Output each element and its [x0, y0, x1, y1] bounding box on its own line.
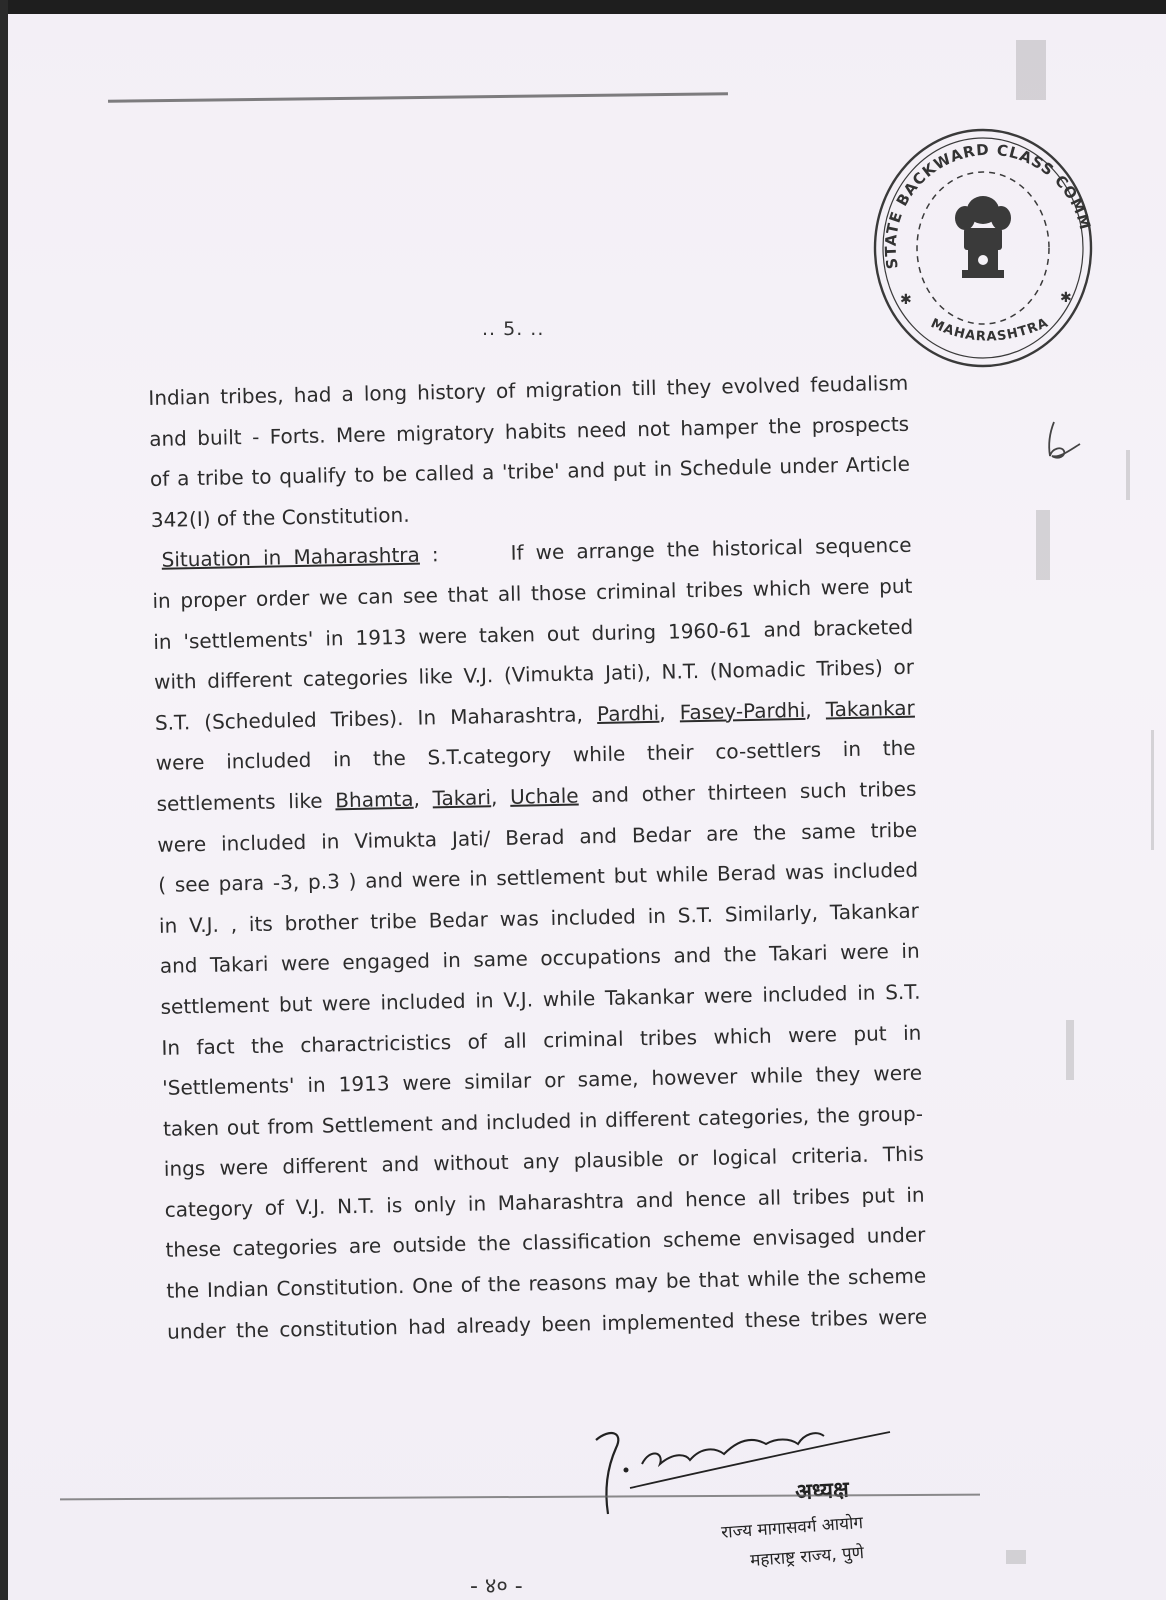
text-line: settlement but were included in V.J. while Takankar were included in S.T. [160, 979, 921, 1019]
section-first-line: Situation in Maharashtra : If we arrange the historical sequence [161, 533, 912, 573]
signatory-title: अध्यक्ष [794, 1477, 850, 1506]
scan-border-left [0, 0, 8, 1600]
page-number: .. 5. .. [482, 318, 545, 340]
text-line: these categories are outside the classification scheme envisaged under [165, 1223, 926, 1263]
text-line-like: settlements like Bhamta, Takari, Uchale and other thirteen such tribes [156, 776, 917, 816]
footer-page-number: - ४० - [470, 1574, 523, 1599]
text-line: were included in the S.T.category while their co-settlers in the [155, 736, 916, 776]
svg-text:✱: ✱ [1060, 290, 1072, 306]
text-line: and built - Forts. Mere migratory habits need not hamper the prospects [148, 411, 910, 451]
text-line: were included in Vimukta Jati/ Berad and Bedar are the same tribe [157, 817, 918, 857]
text-line: with different categories like V.J. (Vimukta Jati), N.T. (Nomadic Tribes) or [153, 654, 915, 695]
text-line: In fact the charactricistics of all criminal tribes which were put in [161, 1020, 922, 1060]
signatory-location: महाराष्ट्र राज्य, पुणे [749, 1543, 865, 1571]
body-text [148, 363, 927, 1352]
text-line: under the constitution had already been implemented these tribes were [166, 1304, 928, 1344]
signatory-office: राज्य मागासवर्ग आयोग [720, 1513, 864, 1543]
text-line: 342(I) of the Constitution. [150, 502, 410, 532]
tribe-fasey-pardhi: Fasey-Pardhi [679, 697, 806, 725]
text-line-st: S.T. (Scheduled Tribes). In Maharashtra, Pardhi, Fasey-Pardhi, Takankar [154, 695, 916, 735]
text-line: ings were different and without any plausible or logical criteria. This [163, 1141, 924, 1182]
seal-arc-text: STATE BACKWARD CLASS COMM [881, 140, 1095, 271]
emblem-icon [955, 196, 1011, 278]
text-line: the Indian Constitution. One of the reasons may be that while the scheme [166, 1263, 927, 1303]
seal-bottom-text: MAHARASHTRA [928, 315, 1052, 345]
svg-text:MAHARASHTRA [928, 315, 1051, 344]
text-line: ( see para -3, p.3 ) and were in settlement but while Berad was included [157, 857, 919, 898]
text-line: taken out from Settlement and included in different categories, the group- [162, 1101, 924, 1141]
tribe-bhamta: Bhamta [335, 786, 414, 813]
header-rule [108, 92, 728, 103]
svg-text:b: b [1040, 418, 1041, 419]
signature-block [720, 1475, 865, 1571]
tribe-uchale: Uchale [509, 783, 579, 809]
scan-border-top [0, 0, 1166, 14]
text-line: of a tribe to qualify to be called a 'tribe' and put in Schedule under Article [149, 451, 911, 492]
text-line: in proper order we can see that all those criminal tribes which were put [152, 573, 913, 613]
section-first-line-text: If we arrange the historical sequence [510, 533, 912, 566]
tribe-pardhi: Pardhi [596, 700, 660, 726]
text-line: and Takari were engaged in same occupations and the Takari were in [159, 938, 920, 979]
text-line: 'Settlements' in 1913 were similar or same, however while they were [162, 1060, 923, 1100]
margin-mark [1040, 418, 1090, 468]
section-heading: Situation in Maharashtra [161, 542, 420, 573]
text-line: Indian tribes, had a long history of migration till they evolved feudalism [148, 370, 909, 410]
text-line: in V.J. , its brother tribe Bedar was included in S.T. Similarly, Takankar [158, 898, 920, 938]
text-line: in 'settlements' in 1913 were taken out during 1960-61 and bracketed [153, 614, 914, 654]
tribe-takankar: Takankar [825, 695, 916, 722]
text-line: category of V.J. N.T. is only in Maharashtra and hence all tribes put in [164, 1182, 925, 1222]
tribe-takari: Takari [432, 785, 492, 811]
seal-stamp-icon [868, 118, 1098, 380]
commission-seal [868, 118, 1098, 380]
svg-text:✱: ✱ [900, 292, 912, 308]
